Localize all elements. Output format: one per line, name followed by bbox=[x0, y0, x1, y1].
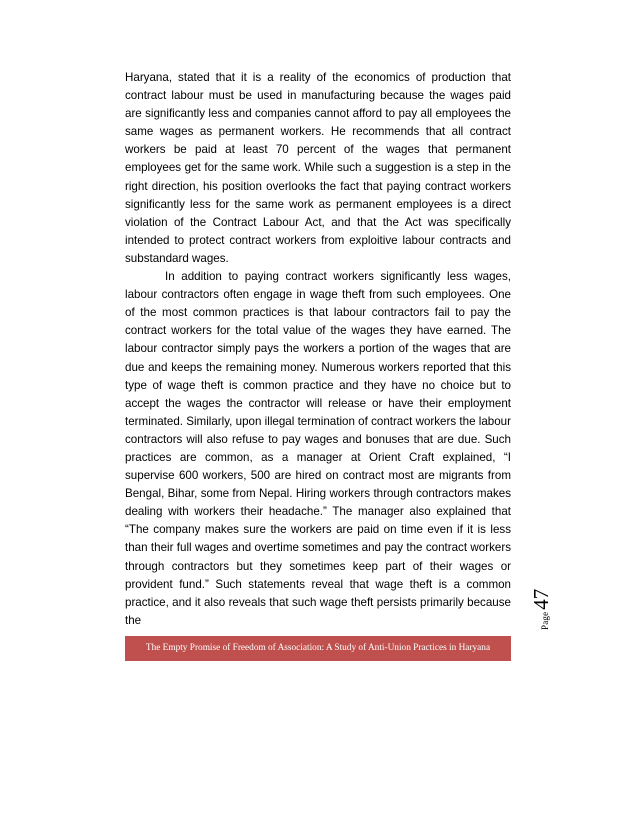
paragraph-2: In addition to paying contract workers significantly less wages, labour contractors often engage in wage theft from such employees. One of the most common practices is that labour contractors fail to pay the contract workers for the total value of the wages they have earned. The labour contractor simply pays the workers a portion of the wages that are due and keeps the remaining money. Numerous workers reported that this type of wage theft is common practice and they have no choice but to accept the wages the contractor will release or have their employment terminated. Similarly, upon illegal termination of contract workers the labour contractors will also refuse to pay wages and bonuses that are due. Such practices are common, as a manager at Orient Craft explained, “I supervise 600 workers, 500 are hired on contract most are migrants from Bengal, Bihar, some from Nepal. Hiring workers through contractors makes dealing with workers their headache.” The manager also explained that “The company makes sure the workers are paid on time even if it is less than their full wages and overtime sometimes and pay the contract workers through contractors but they sometimes keep part of their wages or provident fund.” Such statements reveal that wage theft is a common practice, and it also reveals that such wage theft persists primarily because the bbox=[125, 270, 511, 627]
footer-band bbox=[125, 636, 511, 661]
paragraph-1: Haryana, stated that it is a reality of the economics of production that contract labour must be used in manufacturing because the wages paid are significantly less and companies cannot afford to pay all employees the same wages as permanent workers. He recommends that all contract workers be paid at least 70 percent of the wages that permanent employees get for the same work. While such a suggestion is a step in the right direction, his position overlooks the fact that paying contract workers significantly less for the same work as permanent employees is a direct violation of the Contract Labour Act, and that the Act was specifically intended to protect contract workers from exploitive labour contracts and substandard wages. bbox=[125, 71, 511, 265]
footer-title: The Empty Promise of Freedom of Association: A Study of Anti-Union Practices in Haryana bbox=[145, 643, 491, 653]
page-label: Page bbox=[540, 611, 550, 630]
page-number bbox=[527, 582, 557, 632]
page-number-value: 47 bbox=[529, 588, 553, 610]
body-text bbox=[125, 69, 511, 630]
